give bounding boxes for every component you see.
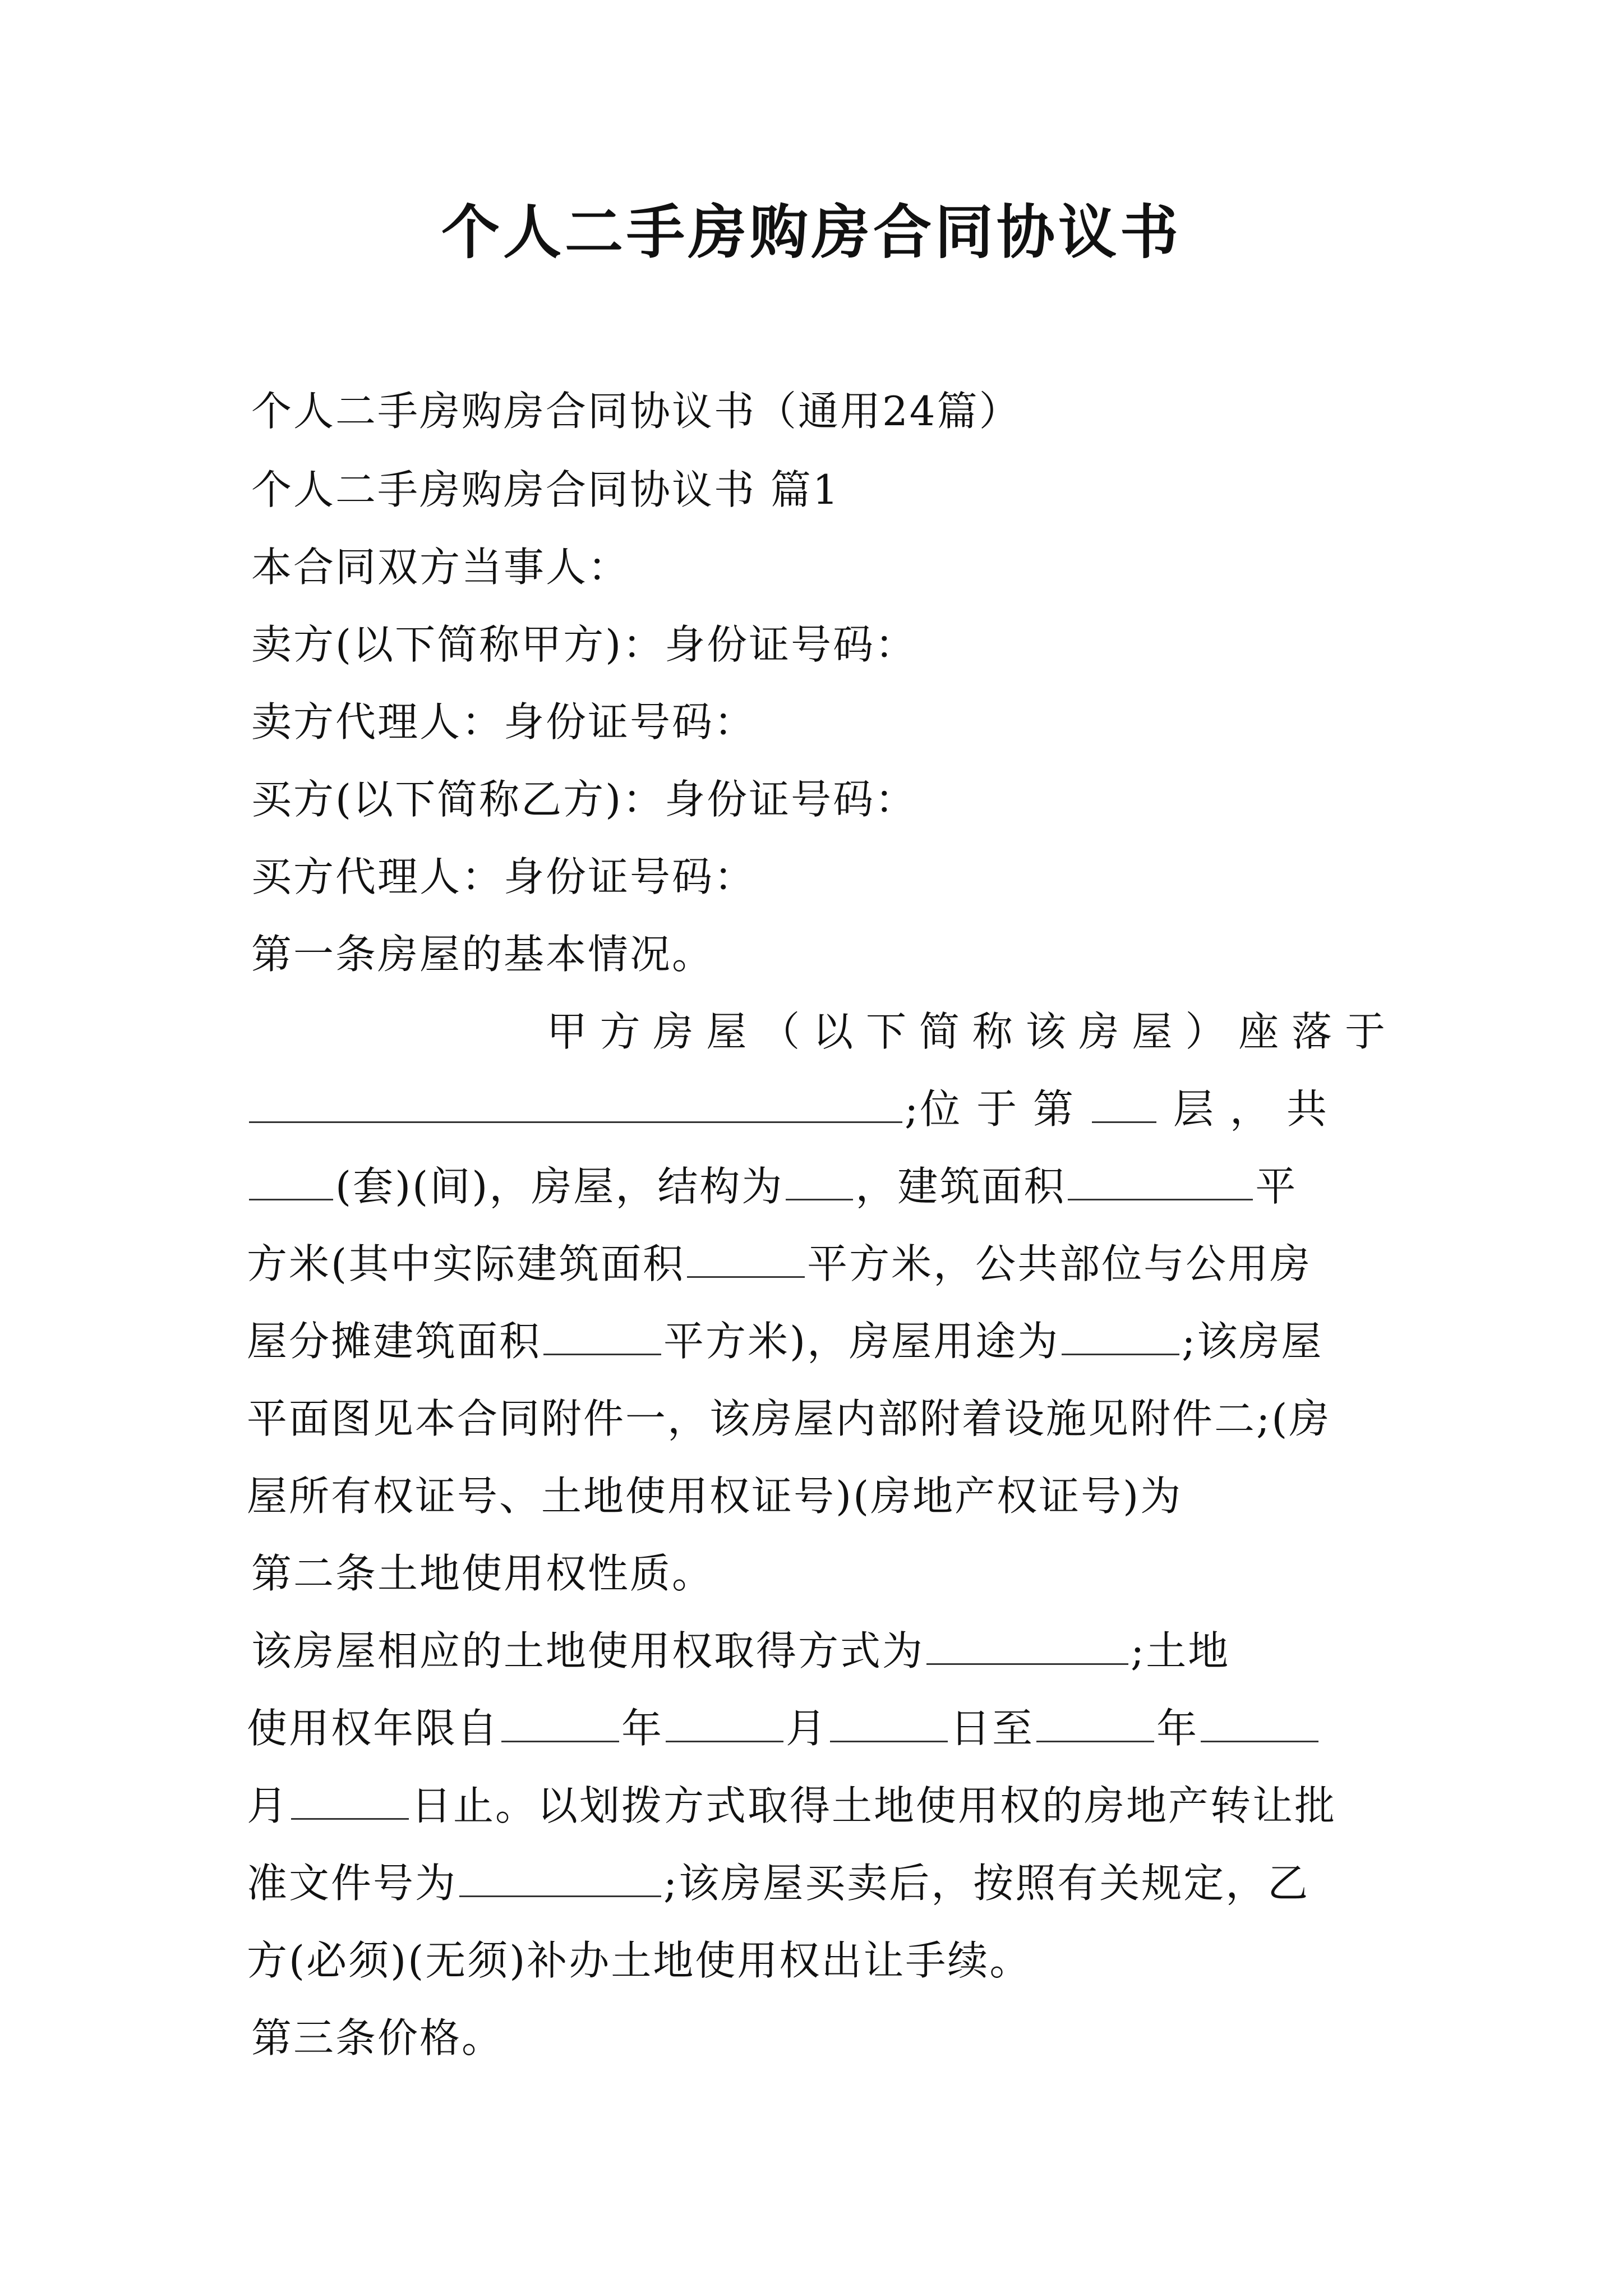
- article3-heading: 第三条价格。: [251, 2014, 504, 2062]
- article1-line1: 甲 方 房 屋 （ 以 下 简 称 该 房 屋 ） 座 落 于: [546, 1008, 1385, 1055]
- article2-line3: [247, 1782, 1391, 1830]
- article2-line4: [247, 1859, 1391, 1907]
- blank-field: [501, 1707, 619, 1742]
- blank-field: [786, 1165, 853, 1200]
- text-fragment: ;该房屋: [1182, 1318, 1324, 1365]
- blank-field: [830, 1707, 948, 1742]
- article1-line6: 平面图见本合同附件一，该房屋内部附着设施见附件二;(房: [247, 1395, 1331, 1442]
- text-fragment: 平方米)，房屋用途为: [663, 1318, 1060, 1365]
- text-fragment: 屋分摊建筑面积: [247, 1318, 542, 1365]
- text-fragment: 月: [247, 1782, 289, 1829]
- text-fragment: 准文件号为: [247, 1860, 458, 1907]
- buyer-line: 买方(以下简称乙方)：身份证号码：: [251, 776, 917, 823]
- seller-agent-line: 卖方代理人：身份证号码：: [251, 698, 757, 746]
- text-fragment: ;位 于 第: [905, 1085, 1076, 1133]
- article2-line5: 方(必须)(无须)补办土地使用权出让手续。: [247, 1937, 1032, 1984]
- text-fragment: 年: [1156, 1705, 1199, 1752]
- article1-line3: [247, 1162, 1391, 1211]
- seller-line: 卖方(以下简称甲方)：身份证号码：: [251, 621, 917, 668]
- text-fragment: ，建筑面积: [855, 1163, 1066, 1210]
- subtitle-line: 个人二手房购房合同协议书（通用24篇）: [251, 388, 1021, 435]
- parties-intro: 本合同双方当事人：: [251, 544, 630, 591]
- blank-field: [1036, 1707, 1154, 1742]
- text-fragment: 日至: [950, 1705, 1035, 1752]
- document-title: 个人二手房购房合同协议书: [441, 198, 1182, 266]
- section-heading: 个人二手房购房合同协议书 篇1: [251, 466, 840, 513]
- blank-field: [1068, 1165, 1253, 1200]
- article1-line5: [247, 1317, 1391, 1365]
- blank-field: [459, 1862, 661, 1897]
- blank-field: [1092, 1088, 1156, 1123]
- text-fragment: 平方米，公共部位与公用房: [807, 1240, 1312, 1287]
- blank-field: [249, 1165, 333, 1200]
- blank-field: [666, 1707, 783, 1742]
- blank-field: [249, 1088, 902, 1123]
- text-fragment: ;土地: [1131, 1627, 1230, 1674]
- text-fragment: 日止。以划拨方式取得土地使用权的房地产转让批: [411, 1782, 1337, 1829]
- blank-field: [291, 1784, 409, 1820]
- article1-line4: [247, 1240, 1391, 1288]
- article2-heading: 第二条土地使用权性质。: [251, 1550, 714, 1597]
- text-fragment: 使用权年限自: [247, 1705, 500, 1752]
- text-fragment: 方米(其中实际建筑面积: [247, 1240, 685, 1287]
- blank-field: [926, 1630, 1128, 1665]
- blank-field: [687, 1243, 805, 1278]
- text-fragment: 月: [786, 1705, 828, 1752]
- article1-heading: 第一条房屋的基本情况。: [251, 931, 714, 978]
- article1-line7: 屋所有权证号、土地使用权证号)(房地产权证号)为: [247, 1473, 1183, 1520]
- text-fragment: 年: [621, 1705, 664, 1752]
- buyer-agent-line: 买方代理人：身份证号码：: [251, 853, 757, 900]
- text-fragment: 层 ， 共: [1173, 1085, 1329, 1133]
- blank-field: [1062, 1320, 1179, 1355]
- article1-line2: [247, 1085, 1391, 1133]
- text-fragment: 平: [1255, 1163, 1298, 1210]
- article2-line2: [247, 1704, 1391, 1752]
- blank-field: [1201, 1707, 1318, 1742]
- article2-line1: [251, 1627, 1395, 1675]
- text-fragment: (套)(间)，房屋，结构为: [335, 1163, 784, 1210]
- blank-field: [543, 1320, 661, 1355]
- text-fragment: 该房屋相应的土地使用权取得方式为: [251, 1627, 925, 1674]
- text-fragment: ;该房屋买卖后，按照有关规定，乙: [663, 1860, 1310, 1907]
